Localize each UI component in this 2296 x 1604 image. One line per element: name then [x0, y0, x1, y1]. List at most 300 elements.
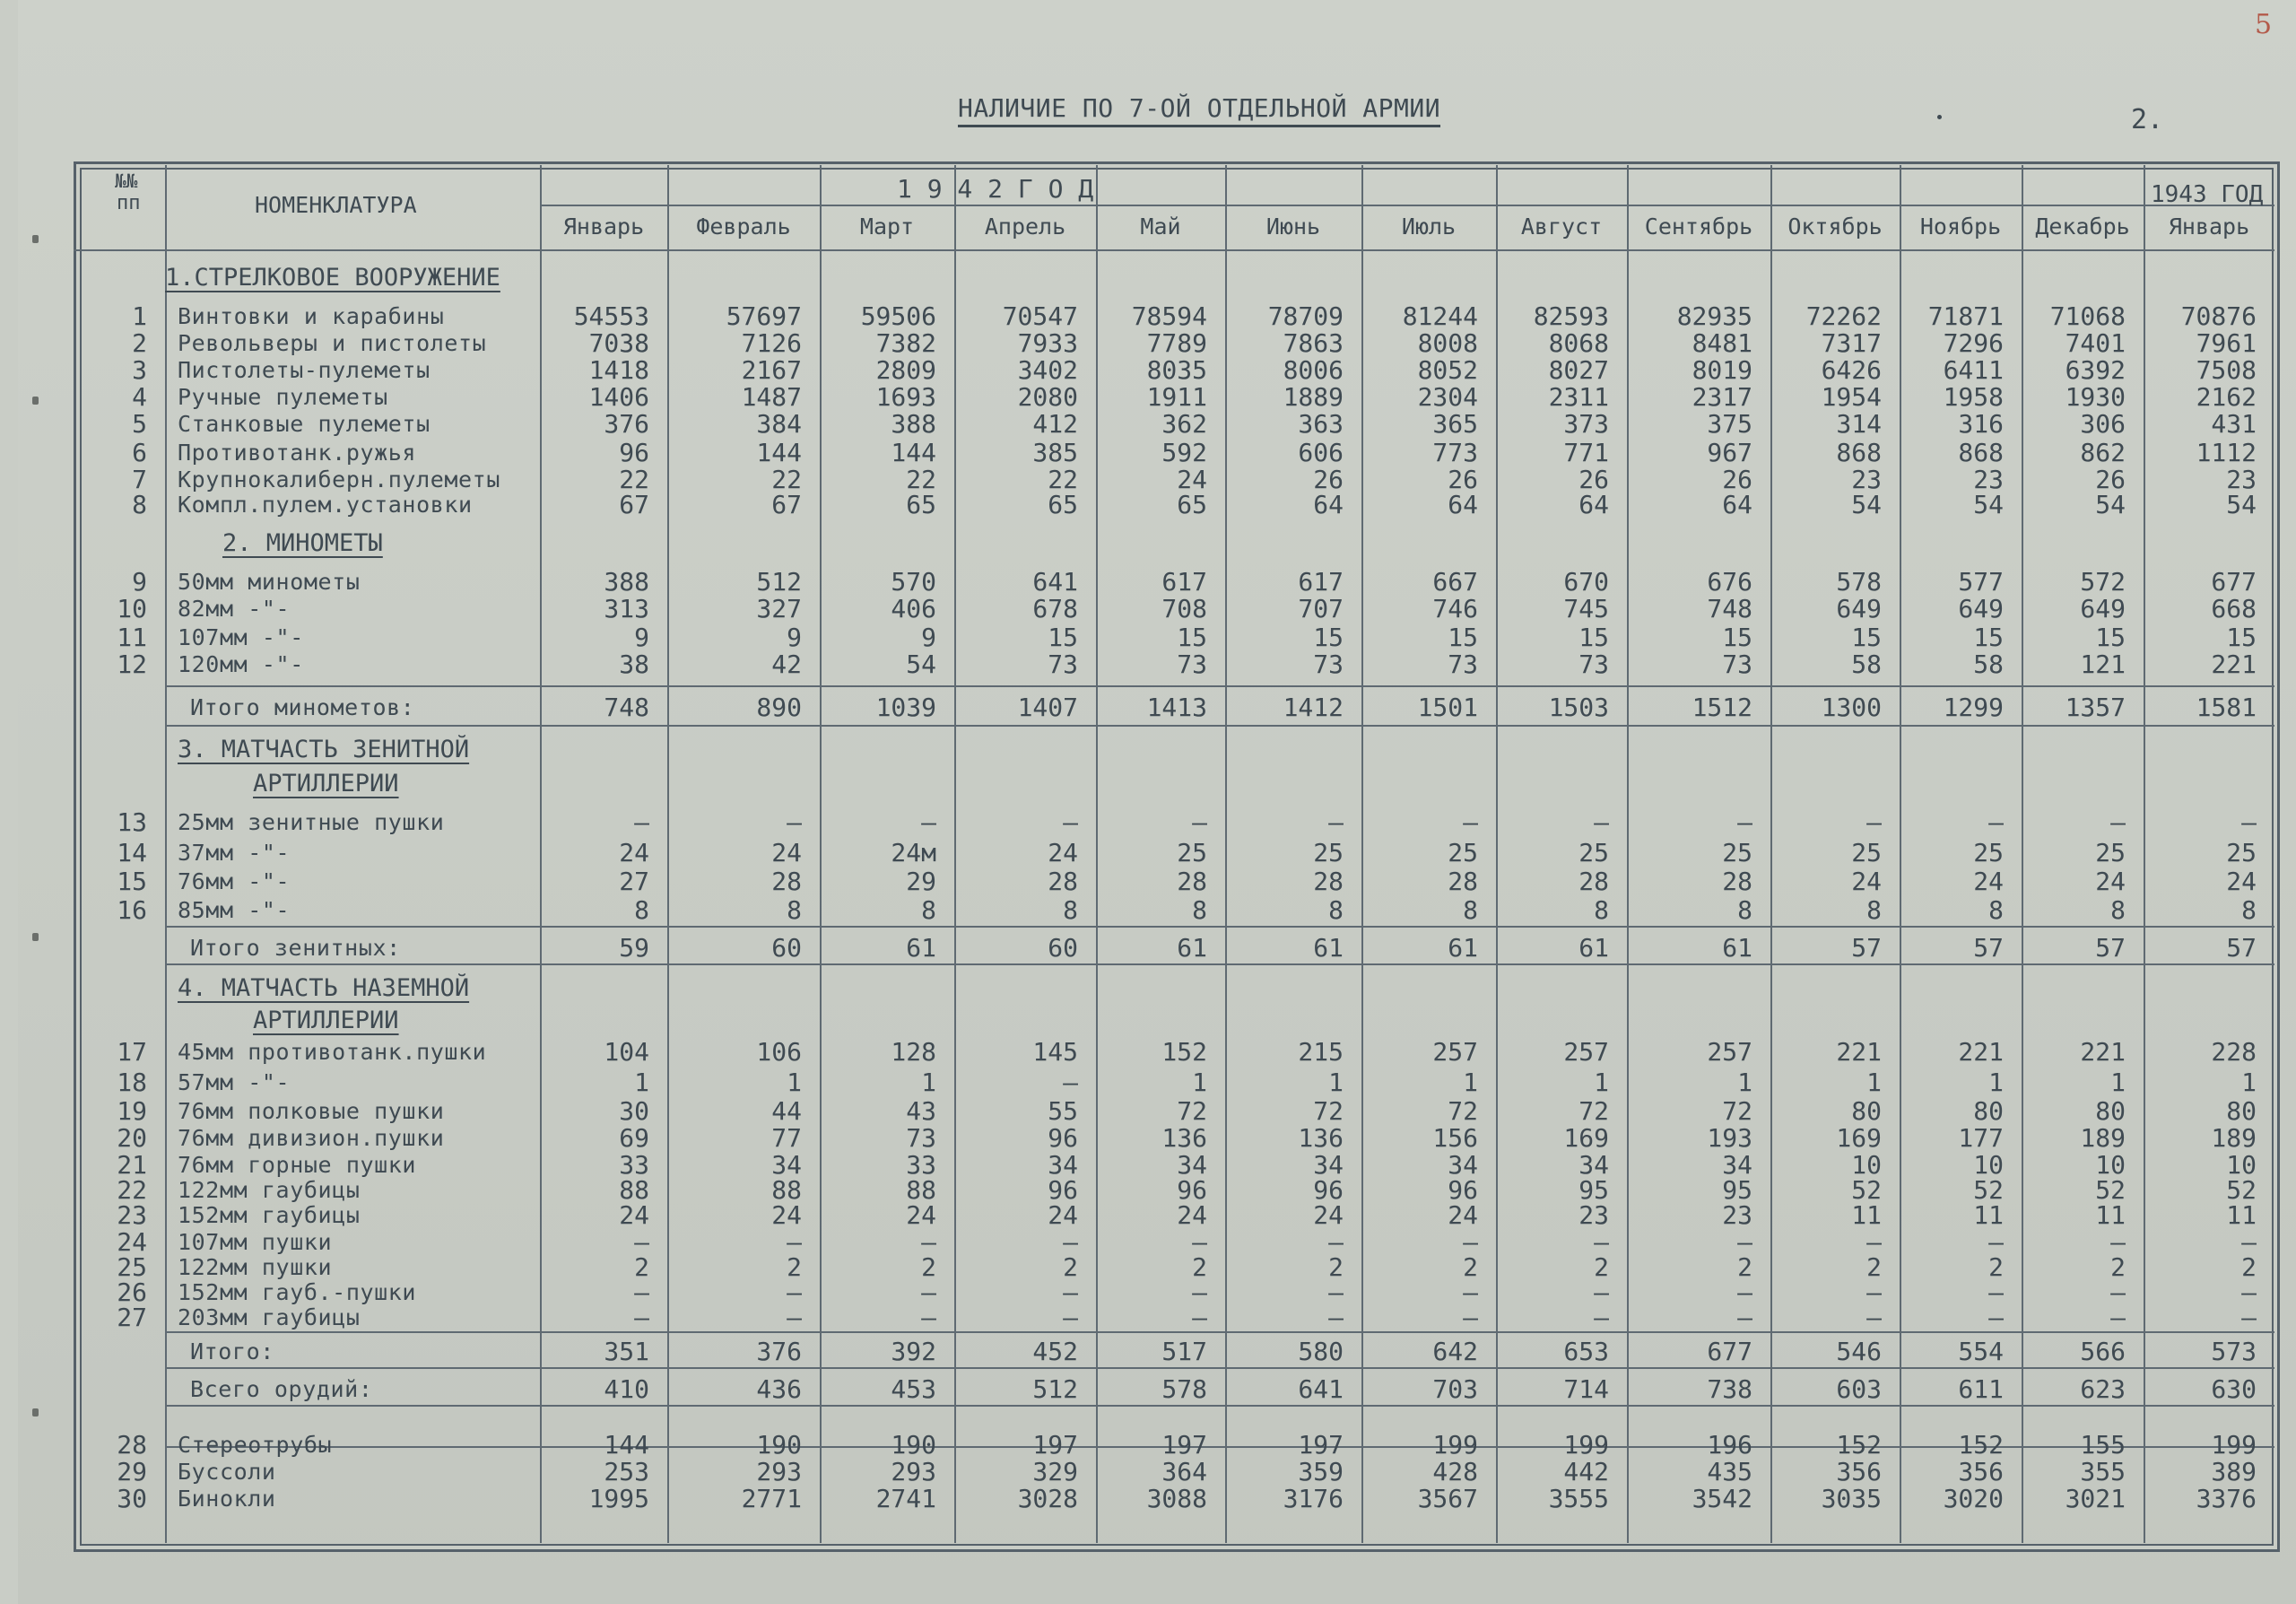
table-cell: 24	[2226, 867, 2257, 896]
table-cell: 96	[619, 438, 649, 467]
table-cell: 73	[1048, 649, 1078, 679]
table-cell: 80	[1973, 1096, 2004, 1126]
table-cell: 2080	[1017, 382, 1078, 412]
table-cell: 703	[1432, 1374, 1478, 1404]
table-cell: –	[1328, 807, 1344, 837]
table-cell: 25	[1722, 838, 1752, 867]
table-cell: 26	[1578, 465, 1609, 494]
table-cell: 431	[2211, 409, 2257, 439]
table-cell: –	[1866, 807, 1882, 837]
table-cell: 714	[1563, 1374, 1609, 1404]
table-cell: 189	[2211, 1123, 2257, 1153]
table-cell: 738	[1707, 1374, 1752, 1404]
table-cell: 73	[906, 1123, 936, 1153]
month-header: Март	[859, 214, 915, 240]
row-number: 29	[117, 1457, 147, 1486]
table-cell: 512	[756, 567, 802, 597]
total-label: Всего орудий:	[190, 1376, 373, 1402]
table-cell: 15	[2226, 623, 2257, 652]
table-cell: 88	[619, 1175, 649, 1205]
table-cell: 677	[2211, 567, 2257, 597]
table-cell: 25	[1177, 838, 1207, 867]
table-cell: 152	[1836, 1430, 1882, 1460]
table-cell: –	[1594, 1303, 1609, 1332]
table-cell: –	[634, 1303, 649, 1332]
table-cell: 64	[1722, 490, 1752, 519]
row-number: 15	[117, 867, 147, 896]
table-cell: 667	[1432, 567, 1478, 597]
table-cell: 2	[634, 1252, 649, 1282]
table-cell: 65	[1177, 490, 1207, 519]
table-cell: 678	[1032, 594, 1078, 623]
table-cell: 257	[1707, 1037, 1752, 1067]
month-header: Август	[1520, 214, 1603, 240]
row-number: 19	[117, 1096, 147, 1126]
row-name: 76мм дивизион.пушки	[178, 1125, 445, 1151]
table-cell: 329	[1032, 1457, 1078, 1486]
table-cell: 22	[771, 465, 802, 494]
table-cell: –	[1737, 1303, 1752, 1332]
month-header: Май	[1140, 214, 1181, 240]
table-cell: –	[2110, 1303, 2126, 1332]
table-cell: 60	[771, 933, 802, 963]
table-cell: 8035	[1146, 355, 1207, 385]
table-cell: 392	[891, 1337, 936, 1366]
section-mortars: 2. МИНОМЕТЫ	[222, 529, 383, 557]
row-number: 4	[132, 382, 147, 412]
table-cell: 67	[771, 490, 802, 519]
table-cell: 10	[2095, 1150, 2126, 1180]
table-cell: 3402	[1017, 355, 1078, 385]
table-cell: 152	[1161, 1037, 1207, 1067]
table-cell: 1407	[1017, 693, 1078, 722]
table-cell: 61	[1578, 933, 1609, 963]
table-cell: 2	[1988, 1252, 2004, 1282]
table-cell: 3542	[1692, 1484, 1752, 1513]
table-cell: 96	[1177, 1175, 1207, 1205]
table-cell: –	[1594, 1227, 1609, 1257]
row-number: 5	[132, 409, 147, 439]
table-cell: 293	[891, 1457, 936, 1486]
table-cell: 57	[2226, 933, 2257, 963]
table-cell: 8008	[1417, 328, 1478, 358]
table-cell: 104	[604, 1037, 649, 1067]
table-cell: 2317	[1692, 382, 1752, 412]
table-cell: 43	[906, 1096, 936, 1126]
table-cell: –	[1594, 1277, 1609, 1307]
table-cell: 61	[1722, 933, 1752, 963]
table-cell: –	[1063, 1303, 1078, 1332]
table-cell: 78594	[1131, 301, 1207, 331]
table-cell: 373	[1563, 409, 1609, 439]
table-cell: 642	[1432, 1337, 1478, 1366]
table-cell: 34	[1448, 1150, 1478, 1180]
table-cell: 1503	[1548, 693, 1609, 722]
table-cell: 70547	[1002, 301, 1078, 331]
table-cell: 136	[1161, 1123, 1207, 1153]
row-name: 82мм -"-	[178, 596, 291, 622]
table-cell: 2	[2110, 1252, 2126, 1282]
table-cell: –	[1594, 807, 1609, 837]
table-cell: 2	[921, 1252, 936, 1282]
table-cell: 611	[1958, 1374, 2004, 1404]
table-cell: 11	[1973, 1200, 2004, 1230]
row-name: 107мм пушки	[178, 1229, 333, 1255]
table-cell: –	[1328, 1303, 1344, 1332]
table-cell: 1406	[588, 382, 649, 412]
row-number: 30	[117, 1484, 147, 1513]
row-number: 27	[117, 1303, 147, 1332]
table-cell: 410	[604, 1374, 649, 1404]
table-cell: 8	[921, 895, 936, 925]
table-cell: 1357	[2065, 693, 2126, 722]
table-cell: 24	[906, 1200, 936, 1230]
table-cell: 8	[1328, 895, 1344, 925]
table-cell: 61	[1177, 933, 1207, 963]
table-cell: 55	[1048, 1096, 1078, 1126]
nomenclature-header: НОМЕНКЛАТУРА	[255, 192, 417, 218]
table-cell: 967	[1707, 438, 1752, 467]
table-cell: 190	[891, 1430, 936, 1460]
table-cell: 60	[1048, 933, 1078, 963]
table-cell: 406	[891, 594, 936, 623]
row-name: Револьверы и пистолеты	[178, 330, 487, 356]
month-header: Июль	[1401, 214, 1457, 240]
binder-hole	[32, 235, 39, 243]
table-cell: 72	[1722, 1096, 1752, 1126]
table-cell: –	[1737, 1227, 1752, 1257]
table-cell: 3021	[2065, 1484, 2126, 1513]
table-cell: 57	[2095, 933, 2126, 963]
month-header: Апрель	[984, 214, 1066, 240]
table-cell: 81244	[1402, 301, 1478, 331]
table-cell: 623	[2080, 1374, 2126, 1404]
table-cell: 653	[1563, 1337, 1609, 1366]
table-cell: 351	[604, 1337, 649, 1366]
table-cell: 1	[1988, 1068, 2004, 1097]
table-cell: 61	[906, 933, 936, 963]
table-cell: 2	[1737, 1252, 1752, 1282]
table-cell: 72	[1177, 1096, 1207, 1126]
table-cell: –	[1328, 1277, 1344, 1307]
table-cell: 24	[771, 838, 802, 867]
table-cell: 82935	[1676, 301, 1752, 331]
table-cell: 364	[1161, 1457, 1207, 1486]
table-cell: 24	[619, 838, 649, 867]
table-cell: 197	[1032, 1430, 1078, 1460]
table-cell: 136	[1298, 1123, 1344, 1153]
table-cell: 58	[1973, 649, 2004, 679]
table-cell: 385	[1032, 438, 1078, 467]
table-cell: 707	[1298, 594, 1344, 623]
table-cell: 7317	[1821, 328, 1882, 358]
table-cell: 1930	[2065, 382, 2126, 412]
table-cell: 156	[1432, 1123, 1478, 1153]
table-cell: 1300	[1821, 693, 1882, 722]
table-cell: 9	[634, 623, 649, 652]
table-cell: 641	[1032, 567, 1078, 597]
table-cell: 1	[634, 1068, 649, 1097]
table-cell: 7961	[2196, 328, 2257, 358]
table-cell: 33	[906, 1150, 936, 1180]
table-cell: 1	[1192, 1068, 1207, 1097]
table-cell: 356	[1958, 1457, 2004, 1486]
table-cell: 649	[1958, 594, 2004, 623]
table-cell: 748	[604, 693, 649, 722]
table-cell: 11	[2095, 1200, 2126, 1230]
row-name: 76мм горные пушки	[178, 1152, 417, 1178]
table-cell: 221	[1958, 1037, 2004, 1067]
table-cell: 73	[1313, 649, 1344, 679]
table-cell: 384	[756, 409, 802, 439]
table-cell: 24	[1177, 465, 1207, 494]
table-cell: –	[2241, 1277, 2257, 1307]
table-cell: 80	[1851, 1096, 1882, 1126]
table-cell: 355	[2080, 1457, 2126, 1486]
table-cell: 11	[1851, 1200, 1882, 1230]
corner-mark: 5	[2255, 9, 2273, 40]
table-cell: 73	[1177, 649, 1207, 679]
row-number: 10	[117, 594, 147, 623]
num-header-1: №№	[115, 170, 138, 192]
table-cell: 578	[1836, 567, 1882, 597]
table-cell: 22	[1048, 465, 1078, 494]
table-cell: 2809	[875, 355, 936, 385]
table-cell: 570	[891, 567, 936, 597]
table-cell: 670	[1563, 567, 1609, 597]
table-cell: 512	[1032, 1374, 1078, 1404]
table-cell: 2	[1192, 1252, 1207, 1282]
table-cell: 28	[1578, 867, 1609, 896]
table-cell: 72	[1578, 1096, 1609, 1126]
row-divider	[165, 926, 2274, 928]
row-name: 152мм гауб.-пушки	[178, 1279, 417, 1305]
table-cell: –	[2241, 1303, 2257, 1332]
table-cell: 677	[1707, 1337, 1752, 1366]
table-cell: 8	[787, 895, 802, 925]
table-cell: 436	[756, 1374, 802, 1404]
table-cell: 24	[2095, 867, 2126, 896]
table-cell: 34	[1578, 1150, 1609, 1180]
row-divider	[165, 963, 2274, 965]
row-name: 203мм гаубицы	[178, 1304, 361, 1330]
table-cell: 28	[1722, 867, 1752, 896]
table-cell: –	[1063, 1227, 1078, 1257]
table-cell: 3567	[1417, 1484, 1478, 1513]
table-cell: 257	[1563, 1037, 1609, 1067]
table-cell: 452	[1032, 1337, 1078, 1366]
table-cell: –	[1192, 1277, 1207, 1307]
table-cell: 199	[1432, 1430, 1478, 1460]
table-cell: –	[1063, 1277, 1078, 1307]
table-cell: 71068	[2049, 301, 2126, 331]
table-cell: 11	[2226, 1200, 2257, 1230]
table-cell: –	[1988, 1277, 2004, 1307]
table-cell: 23	[1722, 1200, 1752, 1230]
table-cell: 15	[1722, 623, 1752, 652]
table-cell: 15	[1177, 623, 1207, 652]
table-cell: 745	[1563, 594, 1609, 623]
table-cell: 868	[1836, 438, 1882, 467]
table-cell: 603	[1836, 1374, 1882, 1404]
table-cell: 196	[1707, 1430, 1752, 1460]
table-cell: 3028	[1017, 1484, 1078, 1513]
table-cell: 71871	[1927, 301, 2004, 331]
table-cell: 566	[2080, 1337, 2126, 1366]
table-cell: 1413	[1146, 693, 1207, 722]
table-cell: 572	[2080, 567, 2126, 597]
table-cell: 23	[1578, 1200, 1609, 1230]
table-cell: 199	[1563, 1430, 1609, 1460]
table-cell: 1954	[1821, 382, 1882, 412]
table-cell: 293	[756, 1457, 802, 1486]
section-small-arms: 1.СТРЕЛКОВОЕ ВООРУЖЕНИЕ	[165, 264, 500, 292]
binder-hole	[32, 933, 39, 941]
table-cell: 72	[1313, 1096, 1344, 1126]
table-cell: 221	[2080, 1037, 2126, 1067]
row-number: 17	[117, 1037, 147, 1067]
table-cell: –	[921, 1303, 936, 1332]
table-cell: 3088	[1146, 1484, 1207, 1513]
table-cell: 54	[906, 649, 936, 679]
table-cell: 257	[1432, 1037, 1478, 1067]
table-cell: 96	[1448, 1175, 1478, 1205]
table-cell: 314	[1836, 409, 1882, 439]
table-cell: 630	[2211, 1374, 2257, 1404]
table-cell: –	[1192, 1227, 1207, 1257]
table-cell: 1	[787, 1068, 802, 1097]
table-cell: 169	[1836, 1123, 1882, 1153]
row-name: Буссоли	[178, 1459, 276, 1485]
table-cell: 144	[604, 1430, 649, 1460]
table-cell: 30	[619, 1096, 649, 1126]
table-cell: –	[1463, 807, 1478, 837]
table-cell: 580	[1298, 1337, 1344, 1366]
row-name: Пистолеты-пулеметы	[178, 357, 430, 383]
table-cell: 73	[1722, 649, 1752, 679]
table-cell: –	[1737, 807, 1752, 837]
table-cell: 70876	[2180, 301, 2257, 331]
table-cell: –	[634, 1277, 649, 1307]
table-cell: 28	[1177, 867, 1207, 896]
table-cell: 38	[619, 649, 649, 679]
table-cell: 1412	[1283, 693, 1344, 722]
table-cell: 554	[1958, 1337, 2004, 1366]
row-name: Винтовки и карабины	[178, 303, 445, 329]
table-cell: 1	[1866, 1068, 1882, 1097]
table-cell: –	[1063, 1068, 1078, 1097]
table-cell: 1	[921, 1068, 936, 1097]
table-cell: 42	[771, 649, 802, 679]
table-cell: 72	[1448, 1096, 1478, 1126]
table-cell: –	[787, 1227, 802, 1257]
row-number: 8	[132, 490, 147, 519]
section-ground-artillery-2: АРТИЛЛЕРИИ	[253, 1007, 399, 1034]
table-cell: 8019	[1692, 355, 1752, 385]
row-name: 152мм гаубицы	[178, 1202, 361, 1228]
table-cell: 144	[891, 438, 936, 467]
table-cell: 221	[1836, 1037, 1882, 1067]
table-cell: 57	[1851, 933, 1882, 963]
table-cell: 327	[756, 594, 802, 623]
table-cell: 25	[2226, 838, 2257, 867]
table-cell: 8	[2241, 895, 2257, 925]
table-cell: –	[1192, 807, 1207, 837]
table-cell: 617	[1161, 567, 1207, 597]
table-cell: 121	[2080, 649, 2126, 679]
table-cell: 57	[1973, 933, 2004, 963]
table-cell: 25	[1448, 838, 1478, 867]
table-cell: 22	[619, 465, 649, 494]
table-cell: 1112	[2196, 438, 2257, 467]
table-cell: 33	[619, 1150, 649, 1180]
table-cell: 1958	[1943, 382, 2004, 412]
table-cell: 54	[2095, 490, 2126, 519]
row-number: 6	[132, 438, 147, 467]
table-cell: 7933	[1017, 328, 1078, 358]
row-number: 22	[117, 1175, 147, 1205]
table-cell: 412	[1032, 409, 1078, 439]
table-cell: 59506	[860, 301, 936, 331]
table-cell: 24	[1851, 867, 1882, 896]
table-cell: 8052	[1417, 355, 1478, 385]
table-cell: 15	[1313, 623, 1344, 652]
total-label: Итого зенитных:	[190, 935, 401, 961]
month-header: Февраль	[696, 214, 791, 240]
table-cell: 365	[1432, 409, 1478, 439]
table-cell: 442	[1563, 1457, 1609, 1486]
table-cell: 428	[1432, 1457, 1478, 1486]
table-cell: –	[787, 1277, 802, 1307]
table-cell: 8027	[1548, 355, 1609, 385]
table-cell: –	[787, 807, 802, 837]
row-number: 26	[117, 1277, 147, 1307]
table-cell: 746	[1432, 594, 1478, 623]
table-cell: 52	[1851, 1175, 1882, 1205]
row-name: 50мм минометы	[178, 569, 361, 595]
table-cell: 1	[1594, 1068, 1609, 1097]
table-cell: 22	[906, 465, 936, 494]
table-cell: 7038	[588, 328, 649, 358]
table-cell: –	[2110, 1277, 2126, 1307]
table-cell: 7382	[875, 328, 936, 358]
table-cell: 27	[619, 867, 649, 896]
table-cell: 649	[1836, 594, 1882, 623]
row-name: Противотанк.ружья	[178, 440, 417, 466]
table-cell: 8	[1594, 895, 1609, 925]
table-cell: 2	[1328, 1252, 1344, 1282]
table-cell: 23	[1973, 465, 2004, 494]
table-cell: 24	[1973, 867, 2004, 896]
table-cell: 435	[1707, 1457, 1752, 1486]
table-cell: 253	[604, 1457, 649, 1486]
table-cell: 15	[1973, 623, 2004, 652]
table-cell: 578	[1161, 1374, 1207, 1404]
row-number: 24	[117, 1227, 147, 1257]
table-cell: 26	[1722, 465, 1752, 494]
table-cell: –	[2110, 807, 2126, 837]
table-cell: 88	[771, 1175, 802, 1205]
table-cell: 316	[1958, 409, 2004, 439]
table-cell: 52	[2095, 1175, 2126, 1205]
table-cell: 3035	[1821, 1484, 1882, 1513]
table-cell: 313	[604, 594, 649, 623]
table-cell: 29	[906, 867, 936, 896]
table-cell: –	[1737, 1277, 1752, 1307]
row-name: 85мм -"-	[178, 897, 291, 923]
table-cell: 8068	[1548, 328, 1609, 358]
table-cell: 28	[771, 867, 802, 896]
